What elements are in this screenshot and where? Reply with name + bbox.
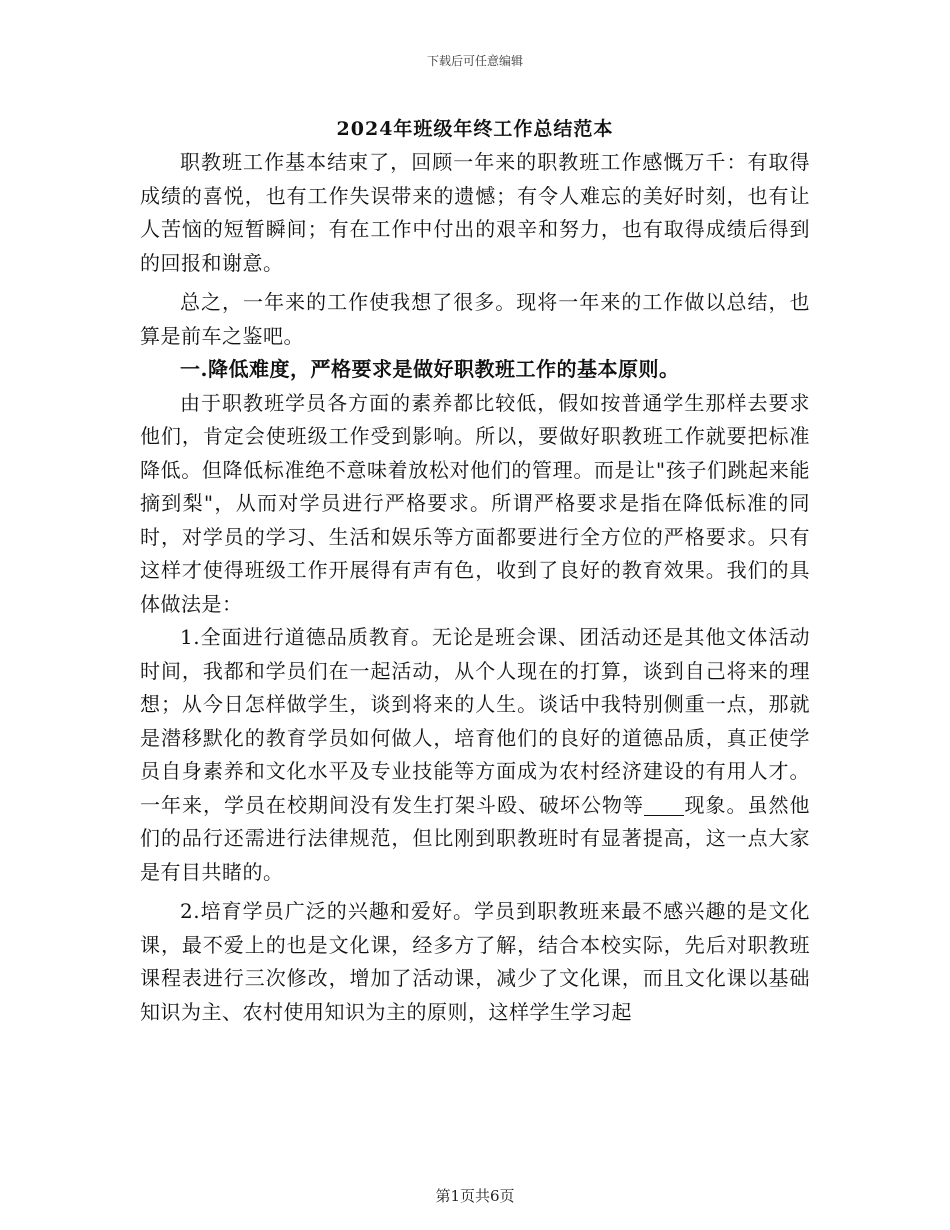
document-body: [140, 146, 810, 1029]
paragraph-intro: 职教班工作基本结束了，回顾一年来的职教班工作感慨万千：有取得成绩的喜悦，也有工作失误带来的遗憾；有令人难忘的美好时刻，也有让人苦恼的短暂瞬间；有在工作中付出的艰辛和努力，也有取得成绩后得到的回报和谢意。: [140, 150, 810, 275]
paragraph-summary: 总之，一年来的工作使我想了很多。现将一年来的工作做以总结，也算是前车之鉴吧。: [140, 290, 810, 348]
paragraph-principle: 由于职教班学员各方面的素养都比较低，假如按普通学生那样去要求他们，肯定会使班级工作受到影响。所以，要做好职教班工作就要把标准降低。但降低标准绝不意味着放松对他们的管理。而是让"孩子们跳起来能摘到梨"，从而对学员进行严格要求。所谓严格要求是指在降低标准的同时，对学员的学习、生活和娱乐等方面都要进行全方位的严格要求。只有这样才使得班级工作开展得有声有色，收到了良好的教育效果。我们的具体做法是：: [140, 390, 810, 616]
paragraph-moral-education-part1: 1.全面进行道德品质教育。无论是班会课、团活动还是其他文体活动时间，我都和学员们在一起活动，从个人现在的打算，谈到自己将来的理想；从今日怎样做学生，谈到将来的人生。谈话中我特别侧重一点，那就是潜移默化的教育学员如何做人，培育他们的良好的道德品质，真正使学员自身素养和文化水平及专业技能等方面成为农村经济建设的有用人才。一年来，学员在校期间没有发生打架斗殴、破坏公物等: [140, 625, 810, 817]
paragraph-moral-education: [140, 621, 810, 889]
page-header: 下载后可任意编辑: [426, 54, 523, 68]
paragraph-moral-education-part2: 现象。虽然他们的品行还需进行法律规范，但比刚到职教班时有显著提高，这一点大家是有目共睹的。: [140, 792, 810, 884]
page-footer: 第1页共6页: [435, 1187, 515, 1205]
section-heading-1: 一.降低难度，严格要求是做好职教班工作的基本原则。: [180, 357, 680, 381]
paragraph-interests: 2.培育学员广泛的兴趣和爱好。学员到职教班来最不感兴趣的是文化课，最不爱上的也是文化课，经多方了解，结合本校实际，先后对职教班课程表进行三次修改，增加了活动课，减少了文化课，而且文化课以基础知识为主、农村使用知识为主的原则，这样学生学习起: [140, 899, 810, 1024]
document-title: 2024年班级年终工作总结范本: [336, 118, 614, 140]
fill-in-blank: [644, 795, 684, 816]
